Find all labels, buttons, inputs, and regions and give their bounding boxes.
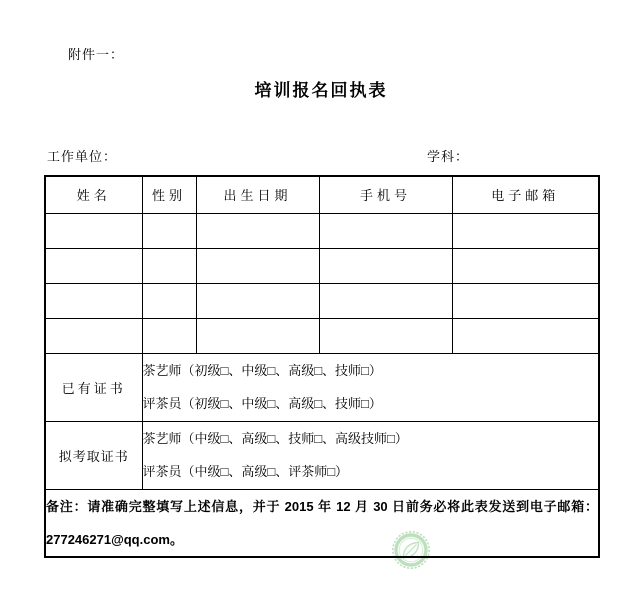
empty-cell — [452, 213, 599, 248]
empty-cell — [452, 318, 599, 353]
empty-cell — [452, 283, 599, 318]
empty-cell — [319, 283, 452, 318]
empty-cell — [45, 283, 142, 318]
column-header-name: 姓名 — [45, 176, 142, 213]
empty-cell — [196, 318, 319, 353]
work-unit-label: 工作单位： — [47, 149, 118, 164]
existing-cert-row — [45, 353, 599, 421]
empty-cell — [142, 318, 196, 353]
column-header-phone: 手机号 — [319, 176, 452, 213]
empty-cell — [142, 248, 196, 283]
empty-cell — [196, 283, 319, 318]
column-header-email: 电子邮箱 — [452, 176, 599, 213]
existing-cert-tea-artist-line: 茶艺师（初级□、中级□、高级□、技师□） — [142, 363, 382, 378]
empty-cell — [319, 248, 452, 283]
attachment-label: 附件一： — [68, 47, 125, 62]
empty-cell — [319, 213, 452, 248]
planned-cert-row — [45, 421, 599, 489]
planned-cert-label: 拟考取证书 — [45, 421, 142, 489]
planned-cert-tea-taster-line: 评茶员（中级□、高级□、评茶师□） — [142, 464, 349, 479]
planned-cert-tea-artist-line: 茶艺师（中级□、高级□、技师□、高级技师□） — [142, 431, 408, 446]
subject-label: 学科： — [427, 149, 470, 164]
empty-cell — [196, 248, 319, 283]
empty-cell — [45, 248, 142, 283]
table-row — [45, 213, 599, 248]
empty-cell — [452, 248, 599, 283]
empty-cell — [196, 213, 319, 248]
existing-cert-options — [142, 353, 599, 421]
registration-table — [44, 175, 600, 558]
page-title: 培训报名回执表 — [254, 81, 388, 100]
empty-cell — [45, 318, 142, 353]
existing-cert-label: 已有证书 — [45, 353, 142, 421]
note-row — [45, 489, 599, 557]
empty-cell — [142, 213, 196, 248]
table-header-row — [45, 176, 599, 213]
table-row — [45, 283, 599, 318]
column-header-gender: 性别 — [142, 176, 196, 213]
empty-cell — [142, 283, 196, 318]
empty-cell — [45, 213, 142, 248]
table-row — [45, 318, 599, 353]
planned-cert-options — [142, 421, 599, 489]
table-row — [45, 248, 599, 283]
column-header-birthdate: 出生日期 — [196, 176, 319, 213]
empty-cell — [319, 318, 452, 353]
note-text: 备注：请准确完整填写上述信息，并于 2015 年 12 月 30 日前务必将此表发送到电子邮箱：277246271@qq.com。 — [45, 489, 599, 557]
existing-cert-tea-taster-line: 评茶员（初级□、中级□、高级□、技师□） — [142, 396, 382, 411]
